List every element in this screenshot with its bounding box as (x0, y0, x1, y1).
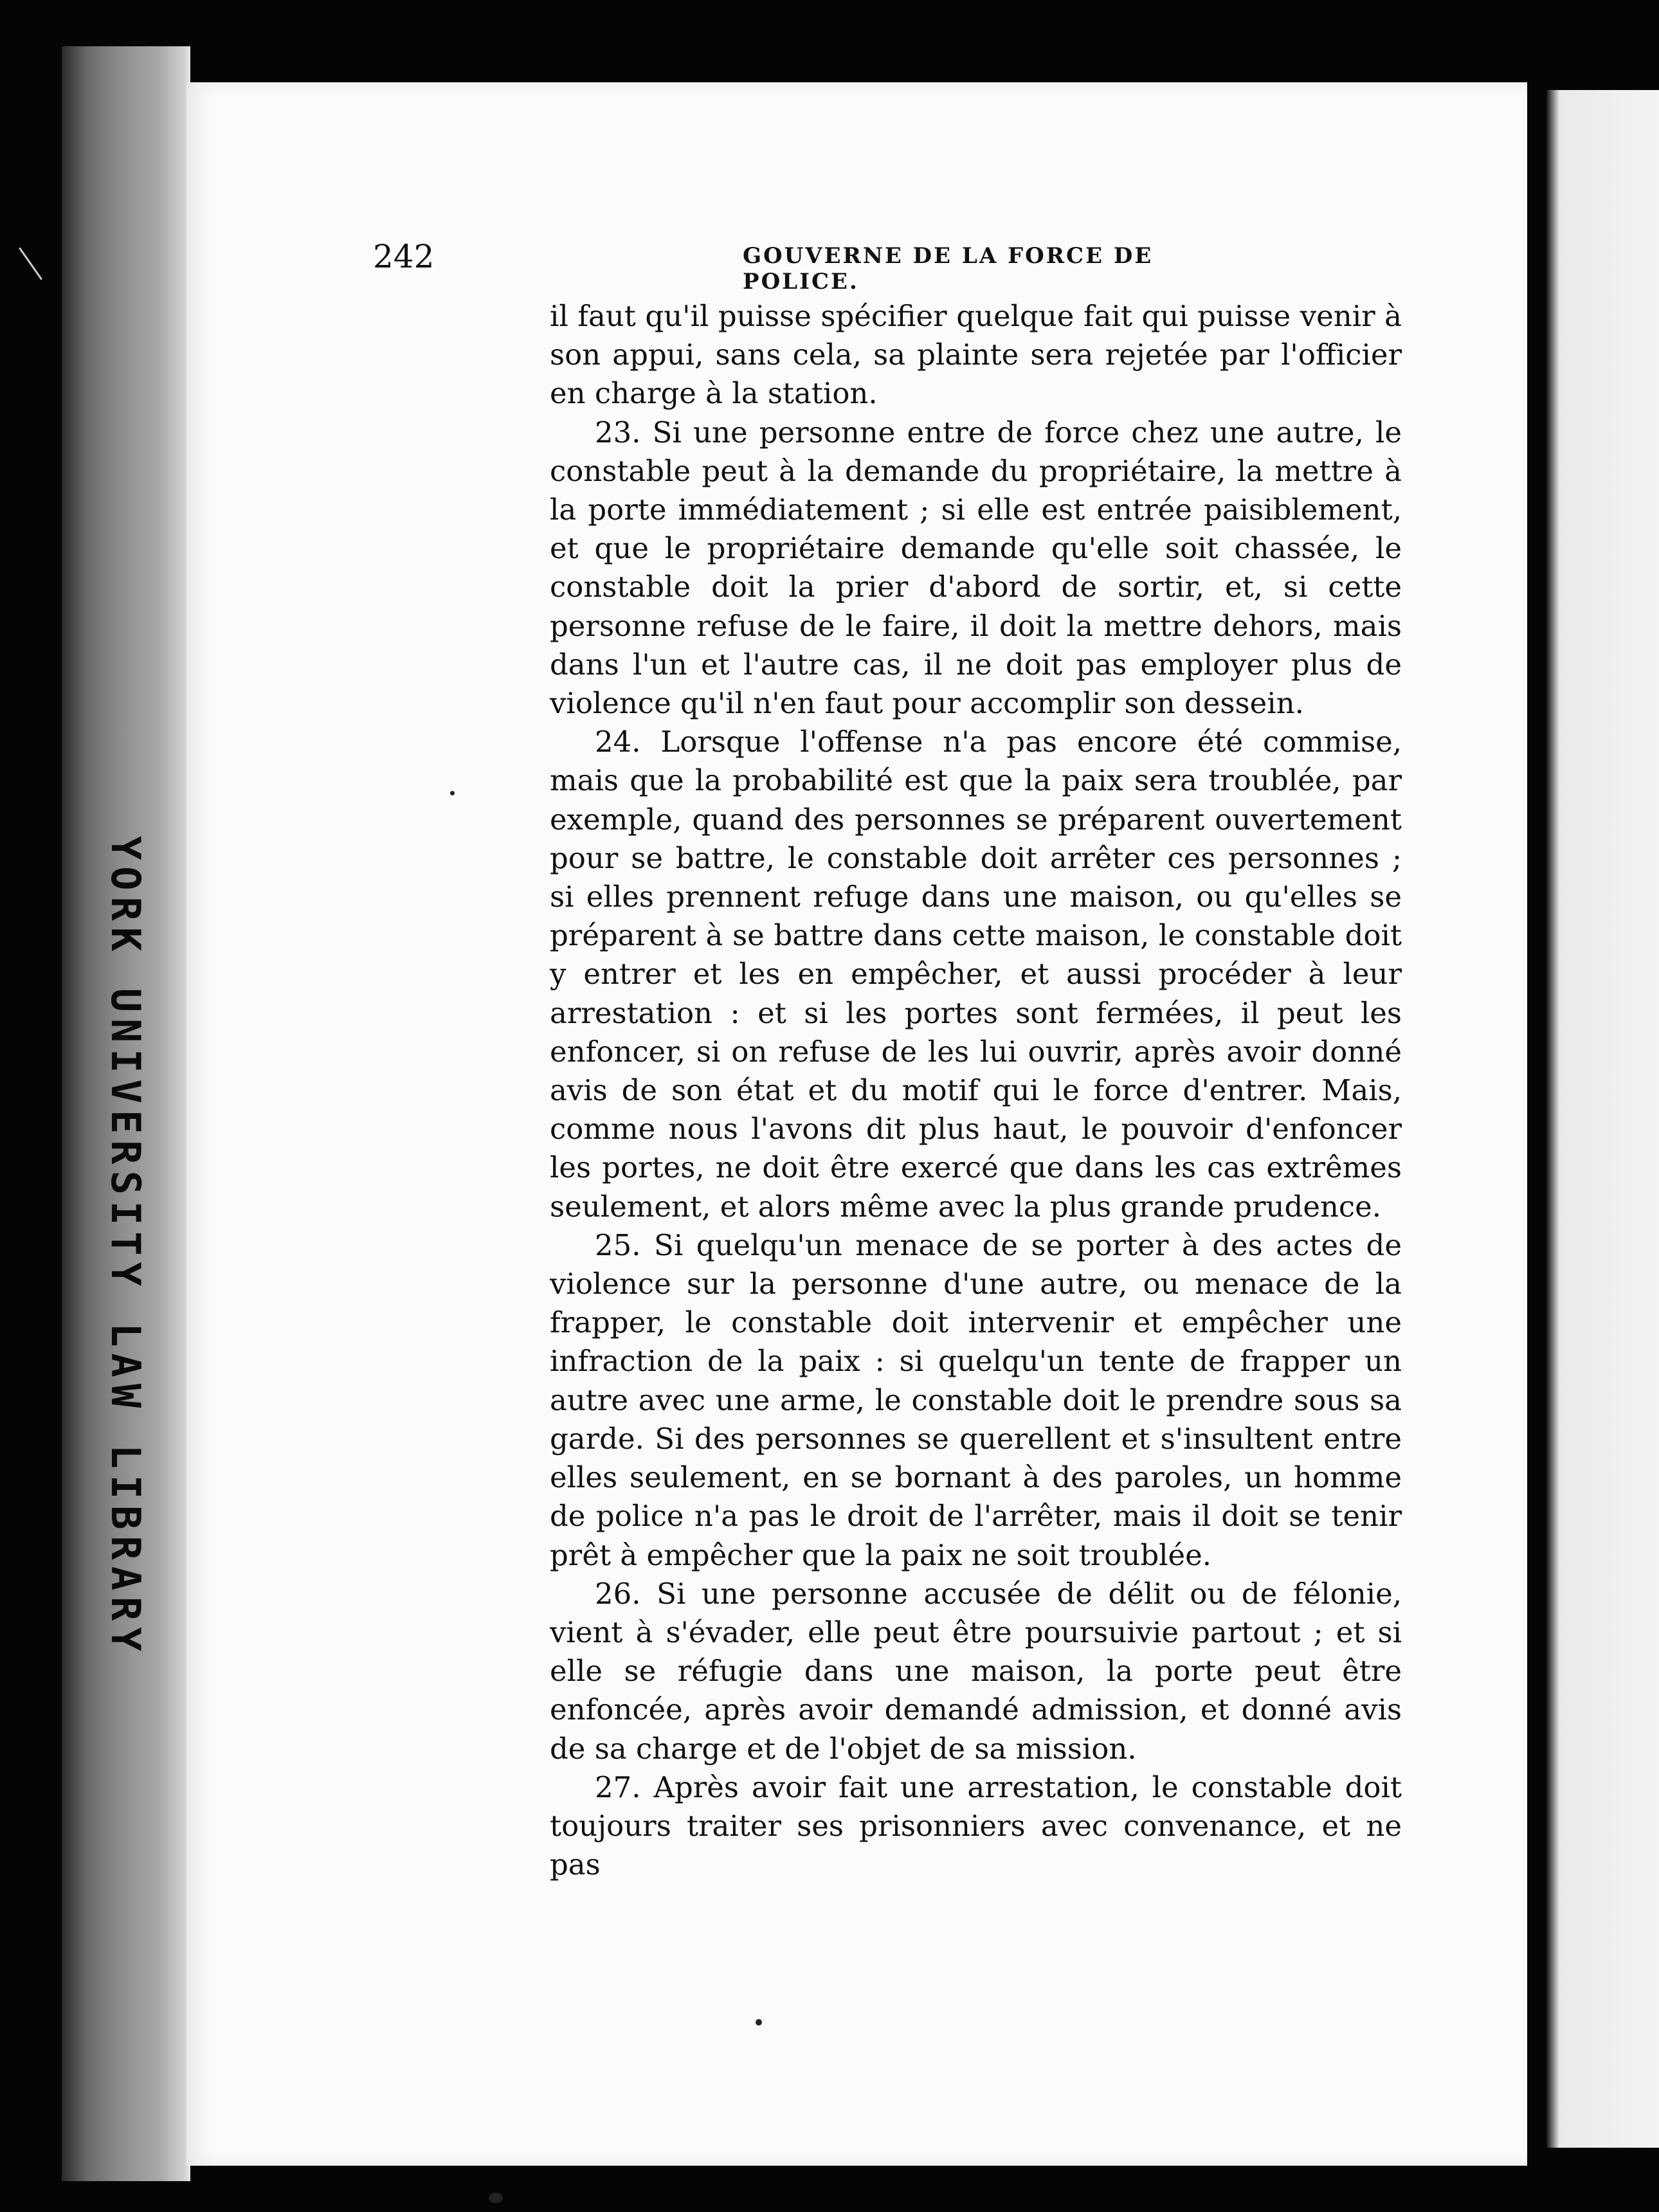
ink-speck (756, 2019, 762, 2026)
paragraph-26: 26. Si une personne accusée de délit ou de félonie, vient à s'évader, elle peut être poursuivie partout ; et si elle se réfugie dans une maison, la porte peut être enfoncée, après avoir demandé admission, et donné avis de sa charge et de l'objet de sa mission. (550, 1576, 1402, 1766)
paragraph-continuation: il faut qu'il puisse spécifier quelque fait qui puisse venir à son appui, sans cela, sa plainte sera rejetée par l'officier en charge à la station. (550, 299, 1402, 411)
running-head (373, 238, 1209, 295)
facing-page-edge (1546, 90, 1659, 2148)
ink-speck (450, 791, 455, 795)
page-number: 242 (373, 238, 435, 275)
running-title: GOUVERNE DE LA FORCE DE POLICE. (743, 243, 1154, 295)
library-stamp: YORK UNIVERSITY LAW LIBRARY (102, 836, 149, 1658)
paragraph-27: 27. Après avoir fait une arrestation, le constable doit toujours traiter ses prisonniers avec convenance, et ne pas (550, 1770, 1402, 1882)
ink-speck (489, 2193, 503, 2203)
paragraph-23: 23. Si une personne entre de force chez une autre, le constable peut à la demande du propriétaire, la mettre à la porte immédiatement ; si elle est entrée paisiblement, et que le propriétaire demande qu'elle soit chassée, le constable doit la prier d'abord de sortir, et, si cette personne refuse de le faire, il doit la mettre dehors, mais dans l'un et l'autre cas, il ne doit pas employer plus de violence qu'il n'en faut pour accomplir son dessein. (550, 415, 1402, 721)
paragraph-25: 25. Si quelqu'un menace de se porter à des actes de violence sur la personne d'une autre, ou menace de la frapper, le constable doit intervenir et empêcher une infraction de la paix : si quelqu'un tente de frapper un autre avec une arme, le constable doit le prendre sous sa garde. Si des personnes se querellent et s'insultent entre elles seulement, en se bornant à des paroles, un homme de police n'a pas le droit de l'arrêter, mais il doit se tenir prêt à empêcher que la paix ne soit troublée. (550, 1228, 1402, 1572)
paragraph-24: 24. Lorsque l'offense n'a pas encore été commise, mais que la probabilité est que la paix sera troublée, par exemple, quand des personnes se préparent ouvertement pour se battre, le constable doit arrêter ces personnes ; si elles prennent refuge dans une maison, ou qu'elles se préparent à se battre dans cette maison, le constable doit y entrer et les en empêcher, et aussi procéder à leur arrestation : et si les portes sont fermées, il peut les enfoncer, si on refuse de les lui ouvrir, après avoir donné avis de son état et du motif qui le force d'entrer. Mais, comme nous l'avons dit plus haut, le pouvoir d'enfoncer les portes, ne doit être exercé que dans les cas extrêmes seulement, et alors même avec la plus grande prudence. (550, 725, 1402, 1224)
film-scratch (19, 248, 42, 280)
body-text (550, 297, 1402, 1884)
